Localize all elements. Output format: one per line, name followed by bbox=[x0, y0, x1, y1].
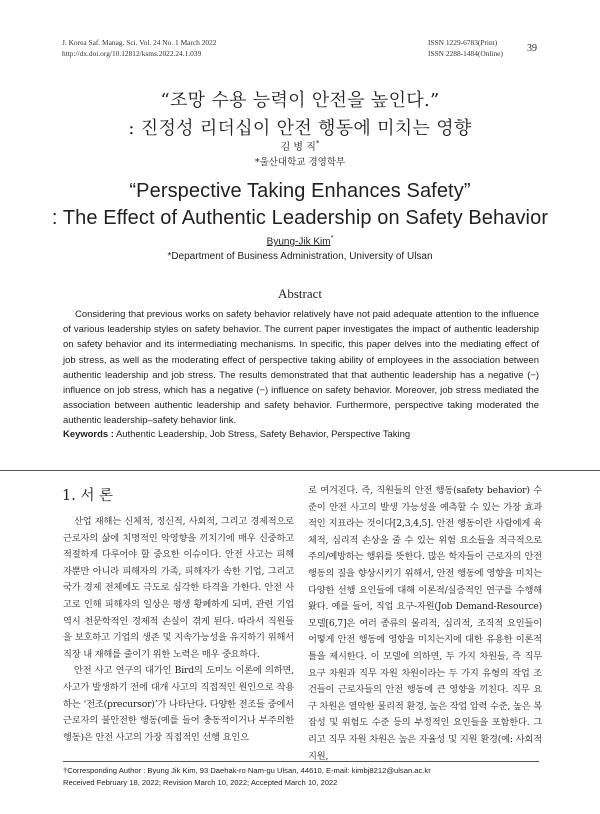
korean-author-mark: * bbox=[315, 139, 320, 148]
section-heading-introduction: 1. 서 론 bbox=[62, 488, 114, 504]
keywords bbox=[63, 429, 543, 440]
english-title-line2: : The Effect of Authentic Leadership on Safety Behavior bbox=[51, 207, 549, 229]
abstract-body bbox=[63, 307, 539, 429]
english-author-mark: * bbox=[330, 235, 334, 242]
korean-title-line1: “조망 수용 능력이 안전을 높인다.” bbox=[160, 90, 440, 111]
english-affiliation: *Department of Business Administration, University of Ulsan bbox=[167, 251, 433, 262]
journal-citation bbox=[62, 38, 217, 59]
intro-paragraph-2: 안전 사고 연구의 대가인 Bird의 도미노 이론에 의하면, 사고가 발생하기 전에 대개 사고의 직접적인 원인으로 작용하는 ‘전조(precursor)’가 나타난다. 다양한 전조들 중에서 근로자의 불안전한 행동(예를 들어 충동적이거나 부주의한 행동)은 안전 사고의 가장 직접적인 선행 요인으 bbox=[63, 665, 294, 743]
section-divider bbox=[0, 470, 600, 471]
english-author-name: Byung-Jik Kim bbox=[266, 236, 331, 248]
abstract-heading: Abstract bbox=[277, 286, 323, 301]
english-author bbox=[0, 235, 600, 247]
issn-block bbox=[428, 38, 503, 59]
received-dates-footnote: Received February 18, 2022; Revision March 10, 2022; Accepted March 10, 2022 bbox=[63, 778, 338, 787]
issn-print: ISSN 1229-6783(Print) bbox=[428, 38, 498, 47]
left-column bbox=[63, 514, 294, 746]
korean-title-line2: : 진정성 리더십이 안전 행동에 미치는 영향 bbox=[128, 118, 472, 139]
intro-paragraph-1: 산업 재해는 신체적, 정신적, 사회적, 그리고 경제적으로 근로자의 삶에 치명적인 악영향을 끼치기에 매우 신중하고 적절하게 다루어야 할 중요한 이슈이다. 안전 사고는 피해자뿐만 아니라 피해자의 가족, 피해자가 속한 기업, 그리고 국가 경제 전체에도 극도로 심각한 타격을 가한다. 안전 사고로 인해 피해자의 일상은 평생 황폐하게 되며, 관련 기업 역시 천문학적인 경제적 손실이 겪게 된다. 따라서 직원들을 보호하고 기업의 생존 및 지속가능성을 유지하기 위해서 직장 내 재해를 줄이기 위한 노력은 매우 중요하다. bbox=[63, 516, 294, 660]
keywords-list: Authentic Leadership, Job Stress, Safety Behavior, Perspective Taking bbox=[115, 429, 411, 440]
korean-author-name: 김 병 직 bbox=[280, 142, 316, 153]
korean-author bbox=[0, 138, 600, 153]
intro-paragraph-2-continued: 로 여겨진다. 즉, 직원들의 안전 행동(safety behavior) 수준이 안전 사고의 발생 가능성을 예측할 수 있는 가장 효과적인 지표라는 것이다[2,3,4,5]. 안전 행동이란 사람에게 육체적, 심리적 손상을 줄 수 있는 위험 요소들을 적극적으로 주의/예방하는 행위를 뜻한다. 많은 학자들이 근로자의 안전 행동의 질을 향상시키기 위해서, 안전 행동에 영향을 미치는 다양한 선행 요인들에 대해 이론적/실증적인 연구를 수행해 왔다. 예를 들어, 직업 요구-자원(Job Demand-Resource) 모델[6,7]은 여러 종류의 물리적, 심리적, 조직적 요인들이 어떻게 안전 행동에 영향을 미치는지에 대한 유용한 이론적 틀을 제시한다. 이 모델에 의하면, 두 가지 차원들, 즉 직무 요구 차원과 직무 자원 차원이라는 두 가지 유형의 작업 조건들이 근로자들의 안전 행동에 큰 영향을 끼친다. 직무 요구 차원은 열악한 물리적 환경, 높은 작업 압력 수준, 높은 복잡성 및 위험도 수준 등의 부정적인 요인들을 포함한다. 그리고 직무 자원 차원은 높은 자율성 및 지원 환경(예: 사회적 지원, bbox=[308, 485, 542, 762]
english-title-line1: “Perspective Taking Enhances Safety” bbox=[129, 180, 471, 202]
journal-line: J. Korea Saf. Manag. Sci. Vol. 24 No. 1 March 2022 bbox=[62, 38, 217, 47]
abstract-text: Considering that previous works on safety behavior relatively have not paid adequate attention to the influence of various leadership styles on safety behavior. The current paper investigates the impact of authentic leadership on safety behavior and its intermediating mechanisms. In specific, this paper delves into the mediating effect of job stress, as well as the moderating effect of perspective taking ability of employees in the association between authentic leadership and job stress. The results demonstrated that that authentic leadership has a negative (−) influence on job stress, which has a negative (−) influence on safety behavior. Moreover, job stress mediated the association between authentic leadership and safety behavior. Furthermore, perspective taking moderated the authentic leadership–safety behavior link. bbox=[63, 309, 539, 427]
doi-link[interactable]: http://dx.doi.org/10.12812/ksms.2022.24.1.039 bbox=[62, 48, 202, 58]
footnote-divider bbox=[63, 761, 539, 762]
right-column bbox=[308, 483, 542, 765]
keywords-label: Keywords : bbox=[63, 429, 114, 440]
korean-affiliation: *울산대학교 경영학부 bbox=[254, 157, 346, 168]
issn-online: ISSN 2288-1484(Online) bbox=[428, 48, 503, 58]
page-number: 39 bbox=[527, 43, 537, 54]
corresponding-author-footnote: †Corresponding Author : Byung Jik Kim, 93 Daehak-ro Nam-gu Ulsan, 44610, E-mail: kimbj8212@ulsan.ac.kr bbox=[63, 766, 431, 775]
